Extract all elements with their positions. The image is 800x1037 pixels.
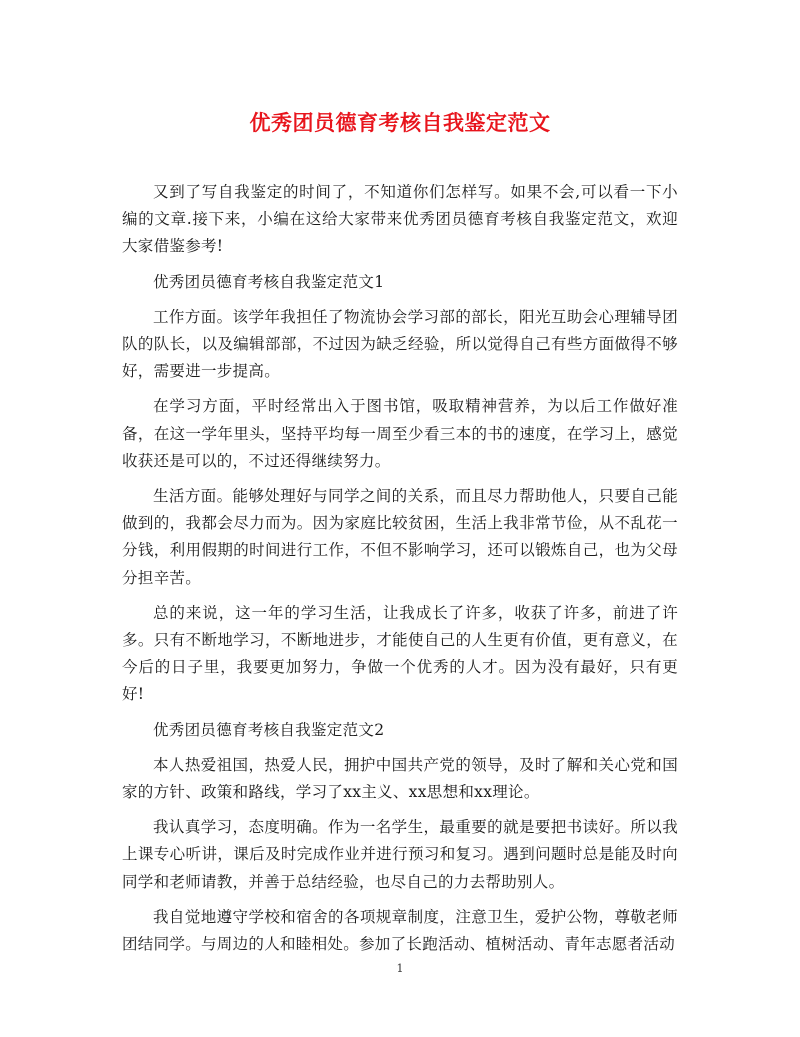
page-number: 1 bbox=[396, 962, 404, 975]
body-paragraph: 我自觉地遵守学校和宿舍的各项规章制度，注意卫生，爱护公物，尊敬老师团结同学。与周边的人和睦相处。参加了长跑活动、植树活动、青年志愿者活动 bbox=[122, 907, 678, 954]
section-heading-1: 优秀团员德育考核自我鉴定范文1 bbox=[153, 272, 385, 291]
intro-paragraph: 又到了写自我鉴定的时间了，不知道你们怎样写。如果不会,可以看一下小编的文章.接下来，小编在这给大家带来优秀团员德育考核自我鉴定范文，欢迎大家借鉴参考! bbox=[122, 183, 678, 256]
body-paragraph: 总的来说，这一年的学习生活，让我成长了许多，收获了许多，前进了许多。只有不断地学习，不断地进步，才能使自己的人生更有价值，更有意义，在今后的日子里，我要更加努力，争做一个优秀的人才。因为没有最好，只有更好! bbox=[122, 603, 678, 704]
body-paragraph: 本人热爱祖国，热爱人民，拥护中国共产党的领导，及时了解和关心党和国家的方针、政策和路线，学习了xx主义、xx思想和xx理论。 bbox=[122, 755, 678, 802]
document-title: 优秀团员德育考核自我鉴定范文 bbox=[249, 110, 551, 135]
body-paragraph: 我认真学习，态度明确。作为一名学生，最重要的就是要把书读好。所以我上课专心听讲，课后及时完成作业并进行预习和复习。遇到问题时总是能及时向同学和老师请教，并善于总结经验，也尽自己的力去帮助别人。 bbox=[122, 818, 678, 891]
body-paragraph: 在学习方面，平时经常出入于图书馆，吸取精神营养，为以后工作做好准备，在这一学年里头，坚持平均每一周至少看三本的书的速度，在学习上，感觉收获还是可以的，不过还得继续努力。 bbox=[122, 397, 678, 470]
section-heading-2: 优秀团员德育考核自我鉴定范文2 bbox=[153, 720, 385, 739]
body-paragraph: 工作方面。该学年我担任了物流协会学习部的部长，阳光互助会心理辅导团队的队长，以及编辑部部，不过因为缺乏经验，所以觉得自己有些方面做得不够好，需要进一步提高。 bbox=[122, 307, 678, 381]
body-paragraph: 生活方面。能够处理好与同学之间的关系，而且尽力帮助他人，只要自己能做到的，我都会尽力而为。因为家庭比较贫困，生活上我非常节俭，从不乱花一分钱，利用假期的时间进行工作，不但不影响学习，还可以锻炼自己，也为父母分担辛苦。 bbox=[122, 487, 678, 587]
document-body bbox=[122, 179, 678, 966]
